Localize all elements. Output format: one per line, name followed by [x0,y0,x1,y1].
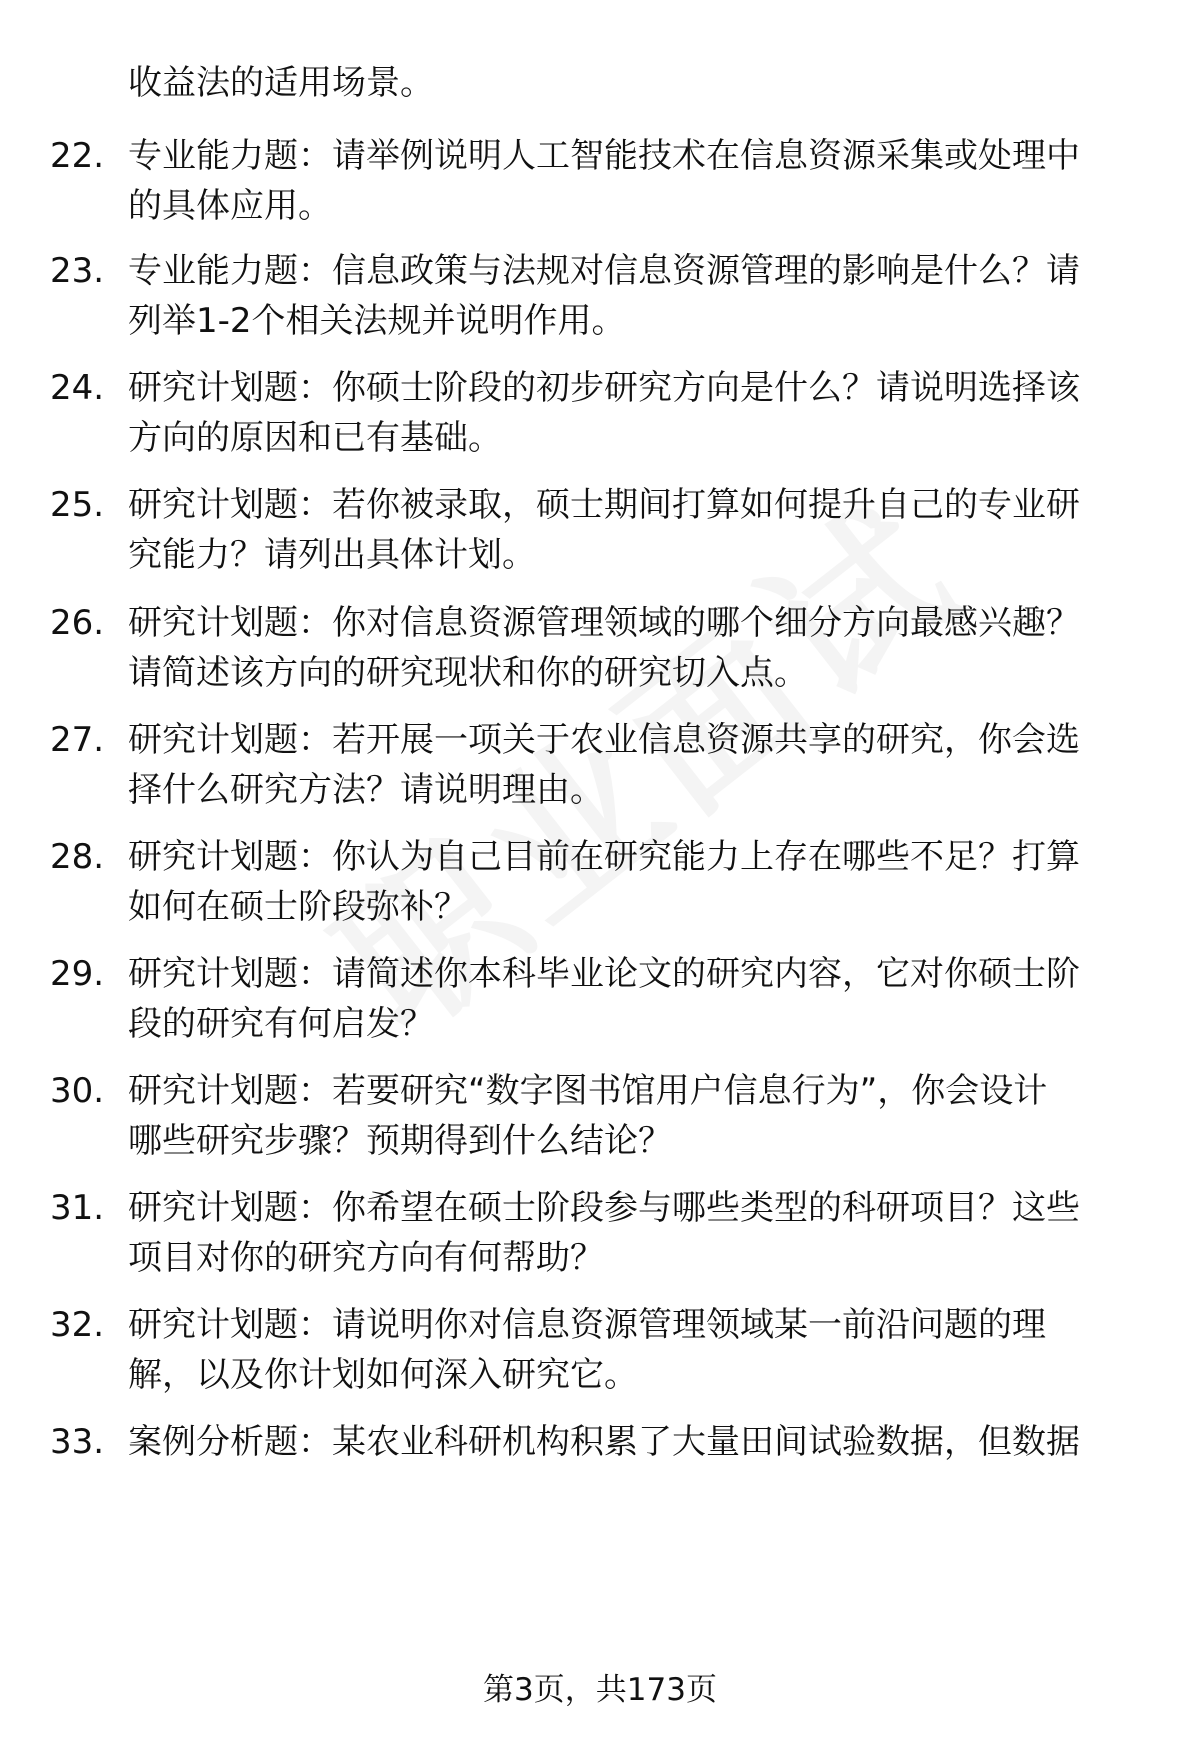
question-line: 案例分析题：某农业科研机构积累了大量田间试验数据，但数据 [128,1422,1080,1462]
question-text [128,832,1138,932]
question-number: 26. [50,603,105,643]
question-line: 研究计划题：你认为自己目前在研究能力上存在哪些不足？打算 [128,837,1080,877]
question-line: 的具体应用。 [128,186,332,226]
question-number: 25. [50,485,105,525]
question-line: 专业能力题：信息政策与法规对信息资源管理的影响是什么？请 [128,251,1080,291]
question-line: 择什么研究方法？请说明理由。 [128,770,604,810]
question-number: 27. [50,720,105,760]
question-text [128,246,1138,346]
question-line: 如何在硕士阶段弥补？ [128,887,468,927]
continuation-text: 收益法的适用场景。 [128,63,434,103]
question-line: 段的研究有何启发？ [128,1004,434,1044]
question-text [128,715,1138,815]
question-line: 研究计划题：请简述你本科毕业论文的研究内容，它对你硕士阶 [128,954,1080,994]
question-line: 研究计划题：若开展一项关于农业信息资源共享的研究，你会选 [128,720,1080,760]
question-line: 方向的原因和已有基础。 [128,418,502,458]
question-line: 研究计划题：请说明你对信息资源管理领域某一前沿问题的理 [128,1305,1046,1345]
question-line: 专业能力题：请举例说明人工智能技术在信息资源采集或处理中 [128,136,1080,176]
question-line: 列举1-2个相关法规并说明作用。 [128,301,626,341]
question-number: 32. [50,1305,105,1345]
question-number: 29. [50,954,105,994]
question-text [128,131,1138,231]
question-line: 究能力？请列出具体计划。 [128,535,536,575]
question-text [128,1417,1138,1467]
question-line: 项目对你的研究方向有何帮助？ [128,1238,604,1278]
question-number: 31. [50,1188,105,1228]
page-footer: 第3页，共173页 [483,1672,717,1708]
question-text [128,1300,1138,1400]
question-number: 30. [50,1071,105,1111]
question-line: 研究计划题：若要研究“数字图书馆用户信息行为”，你会设计 [128,1071,1048,1111]
question-line: 哪些研究步骤？预期得到什么结论？ [128,1121,672,1161]
question-line: 研究计划题：你对信息资源管理领域的哪个细分方向最感兴趣？ [128,603,1080,643]
question-line: 研究计划题：你硕士阶段的初步研究方向是什么？请说明选择该 [128,368,1080,408]
question-number: 23. [50,251,105,291]
question-line: 请简述该方向的研究现状和你的研究切入点。 [128,653,808,693]
question-number: 24. [50,368,105,408]
question-text [128,363,1138,463]
question-text [128,1066,1138,1166]
question-text [128,949,1138,1049]
question-line: 解，以及你计划如何深入研究它。 [128,1355,638,1395]
question-text [128,1183,1138,1283]
question-line: 研究计划题：你希望在硕士阶段参与哪些类型的科研项目？这些 [128,1188,1080,1228]
question-text [128,598,1138,698]
question-number: 28. [50,837,105,877]
question-number: 33. [50,1422,105,1462]
question-line: 研究计划题：若你被录取，硕士期间打算如何提升自己的专业研 [128,485,1080,525]
question-text [128,480,1138,580]
question-number: 22. [50,136,105,176]
